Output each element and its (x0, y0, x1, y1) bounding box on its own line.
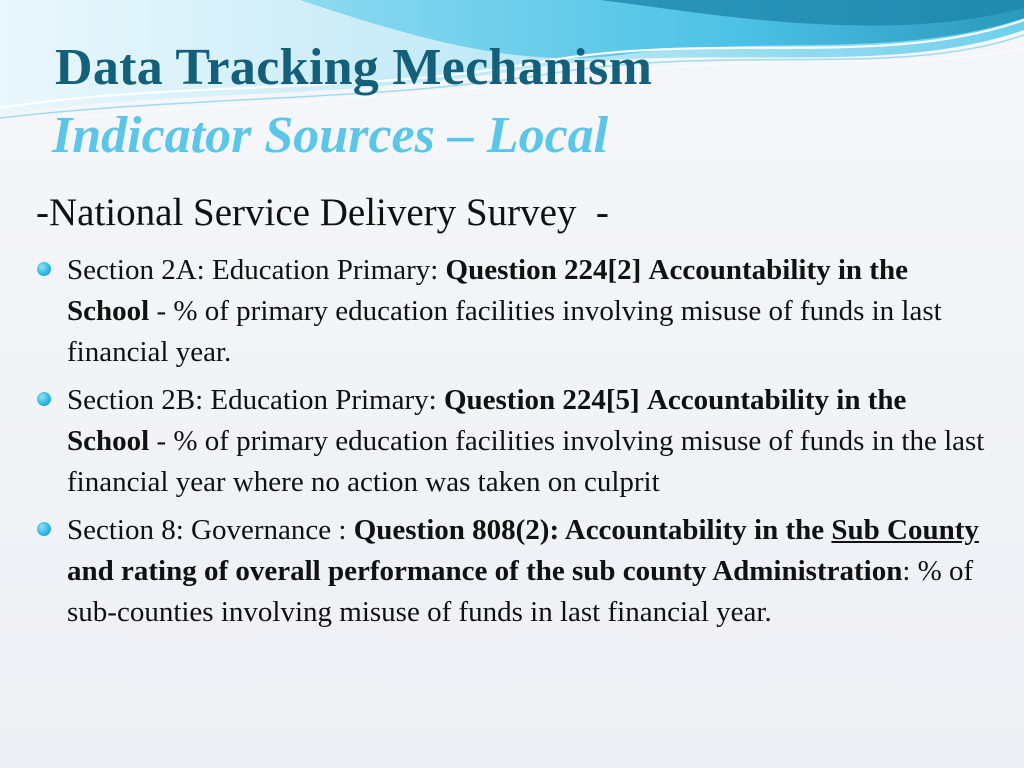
description-text: - % of primary education facilities involving misuse of funds in the last financial year where no action was taken on culprit (67, 425, 985, 498)
slide-title: Data Tracking Mechanism (55, 39, 653, 96)
topic-label: Accountability in the School (67, 384, 907, 457)
lead-heading: -National Service Delivery Survey - (36, 191, 609, 234)
question-label: Question 224[5] (443, 384, 640, 416)
description-text: : % of sub-counties involving misuse of funds in last financial year. (67, 555, 974, 628)
question-label: Question 808(2): Accountability in the (353, 514, 832, 546)
topic-label: Accountability in the School (67, 254, 908, 327)
round-bullet-icon (37, 522, 51, 536)
list-item (36, 510, 991, 633)
underlined-term: Sub County (831, 514, 979, 546)
round-bullet-icon (37, 262, 51, 276)
section-label: Section 2A: Education Primary: (67, 254, 446, 286)
slide-subtitle: Indicator Sources – Local (52, 107, 609, 164)
list-item (36, 380, 991, 503)
round-bullet-icon (37, 392, 51, 406)
bullet-list (36, 250, 991, 640)
list-item (36, 250, 991, 373)
question-label: Question 224[2] (445, 254, 642, 286)
section-label: Section 8: Governance : (67, 514, 354, 546)
description-text: - % of primary education facilities involving misuse of funds in last financial year. (67, 295, 942, 368)
topic-label: and rating of overall performance of the sub county Administration (67, 555, 903, 587)
section-label: Section 2B: Education Primary: (67, 384, 444, 416)
